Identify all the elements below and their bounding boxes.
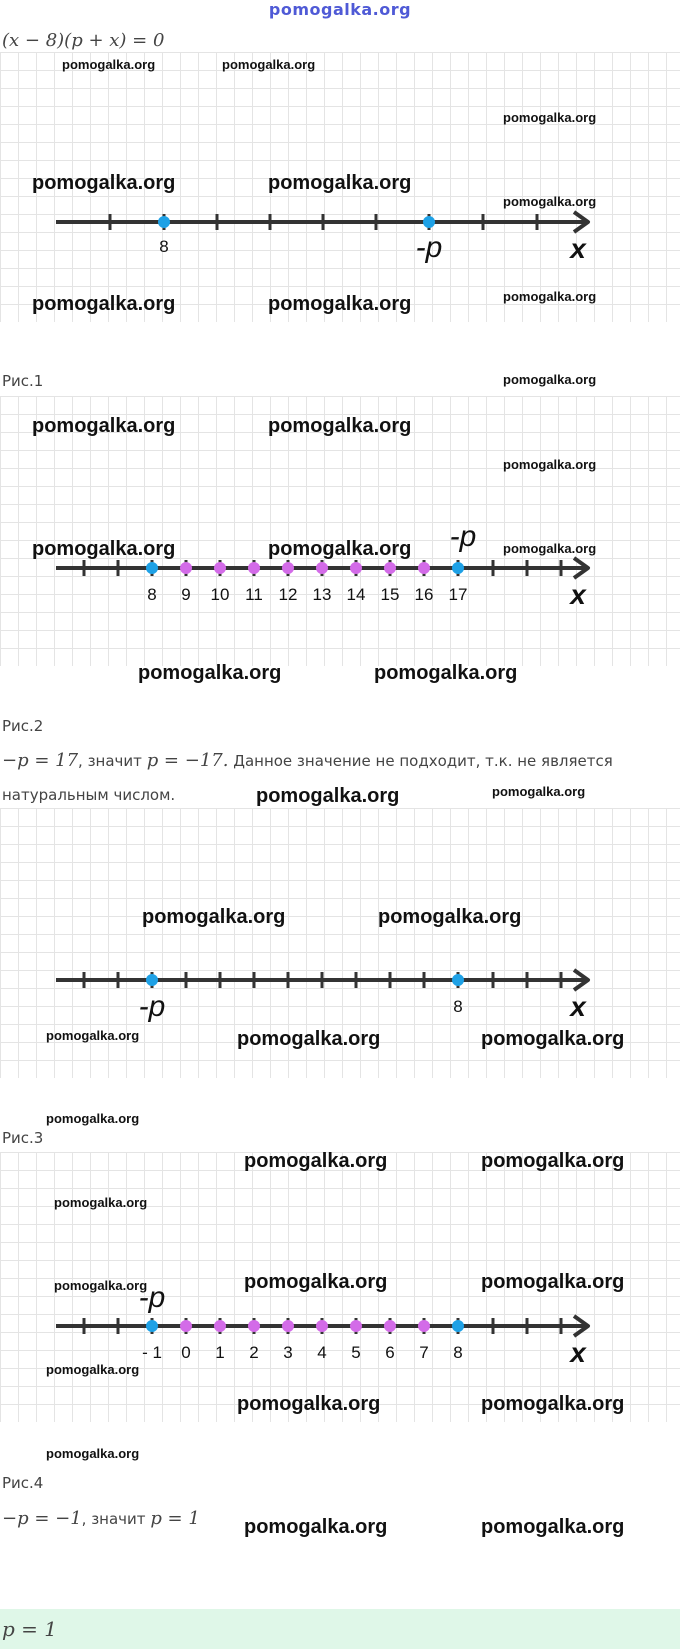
math-p-neg-17: p = −17. [146,750,229,771]
watermark: pomogalka.org [138,662,282,684]
watermark: pomogalka.org [244,1150,388,1172]
watermark: pomogalka.org [46,1362,140,1377]
p-label: -p [138,990,166,1023]
watermark: pomogalka.org [32,415,176,437]
tick-label: 8 [453,1343,463,1362]
caption-fig4: Рис.4 [2,1474,44,1492]
point-violet [316,562,328,574]
tick-label: 15 [380,585,400,604]
text-znachit: , значит [78,752,147,770]
axis-label: x [570,991,586,1022]
tick-label: 6 [385,1343,395,1362]
axis-label: x [570,1337,586,1368]
point-violet [248,562,260,574]
point-violet [316,1320,328,1332]
watermark: pomogalka.org [237,1393,381,1415]
watermark: pomogalka.org [503,541,597,556]
caption-fig1: Рис.1 [2,372,44,390]
tick-label: - 1 [142,1343,162,1362]
answer: p = 1 [2,1617,57,1641]
tick-label: 10 [210,585,230,604]
point-violet [214,562,226,574]
watermark: pomogalka.org [481,1516,625,1538]
math-neg-p-17: −p = 17 [2,750,79,771]
point-violet [350,1320,362,1332]
tick-label: 13 [312,585,332,604]
tick-label: 11 [245,585,263,604]
tick-label: 8 [159,237,169,256]
point-violet [214,1320,226,1332]
watermark: pomogalka.org [32,538,176,560]
point-violet [180,562,192,574]
text-not-suitable: Данное значение не подходит, т.к. не является [228,752,613,770]
site-header[interactable]: pomogalka.org [268,0,412,19]
watermark: pomogalka.org [54,1195,148,1210]
text-fig2-line1 [2,750,613,771]
tick-label: 4 [317,1343,327,1362]
equation: (x − 8)(p + x) = 0 [2,30,165,51]
watermark: pomogalka.org [268,172,412,194]
watermark: pomogalka.org [481,1393,625,1415]
watermark: pomogalka.org [46,1446,140,1461]
point-violet [418,1320,430,1332]
text-fig4-line [2,1508,200,1529]
tick-label: 7 [419,1343,429,1362]
caption-fig2: Рис.2 [2,717,44,735]
point-blue [146,1320,158,1332]
tick-label: 16 [414,585,434,604]
watermark: pomogalka.org [46,1111,140,1126]
tick-label: 1 [215,1343,225,1362]
watermark: pomogalka.org [54,1278,148,1293]
watermark: pomogalka.org [256,785,400,807]
point-violet [282,562,294,574]
tick-label: 14 [346,585,366,604]
p-label: -p [138,1281,166,1314]
watermark: pomogalka.org [503,194,597,209]
watermark: pomogalka.org [503,289,597,304]
watermark: pomogalka.org [142,906,286,928]
math-p-1: p = 1 [150,1508,200,1529]
math-neg-p-neg-1: −p = −1 [2,1508,82,1529]
tick-label: 8 [147,585,157,604]
watermark: pomogalka.org [503,110,597,125]
point-violet [282,1320,294,1332]
point-blue [423,216,435,228]
watermark: pomogalka.org [378,906,522,928]
point-violet [418,562,430,574]
tick-label: 9 [181,585,191,604]
point-violet [350,562,362,574]
tick-label: 5 [351,1343,361,1362]
tick-label: 8 [453,997,463,1016]
watermark: pomogalka.org [268,415,412,437]
watermark: pomogalka.org [481,1150,625,1172]
watermark: pomogalka.org [481,1028,625,1050]
watermark: pomogalka.org [237,1028,381,1050]
point-blue [146,974,158,986]
point-violet [248,1320,260,1332]
tick-label: 2 [249,1343,259,1362]
watermark: pomogalka.org [492,784,586,799]
watermark: pomogalka.org [481,1271,625,1293]
answer-bar [0,1609,680,1649]
caption-fig3: Рис.3 [2,1129,44,1147]
point-blue [146,562,158,574]
point-blue [158,216,170,228]
watermark: pomogalka.org [244,1271,388,1293]
point-violet [384,1320,396,1332]
point-blue [452,562,464,574]
watermark: pomogalka.org [222,57,316,72]
watermark: pomogalka.org [503,372,597,387]
text-znachit-2: , значит [81,1510,151,1528]
watermark: pomogalka.org [46,1028,140,1043]
p-label: -p [449,520,477,553]
watermark: pomogalka.org [268,538,412,560]
watermark: pomogalka.org [268,293,412,315]
p-label: -p [415,231,443,264]
point-blue [452,1320,464,1332]
tick-label: 0 [181,1343,191,1362]
watermark: pomogalka.org [62,57,156,72]
watermark: pomogalka.org [374,662,518,684]
text-fig2-line2: натуральным числом. [2,786,176,804]
point-violet [180,1320,192,1332]
tick-label: 12 [278,585,298,604]
axis-label: x [570,579,586,610]
tick-label: 17 [448,585,468,604]
axis-label: x [570,233,586,264]
watermark: pomogalka.org [32,293,176,315]
tick-label: 3 [283,1343,293,1362]
point-violet [384,562,396,574]
watermark: pomogalka.org [32,172,176,194]
watermark: pomogalka.org [503,457,597,472]
watermark: pomogalka.org [244,1516,388,1538]
point-blue [452,974,464,986]
